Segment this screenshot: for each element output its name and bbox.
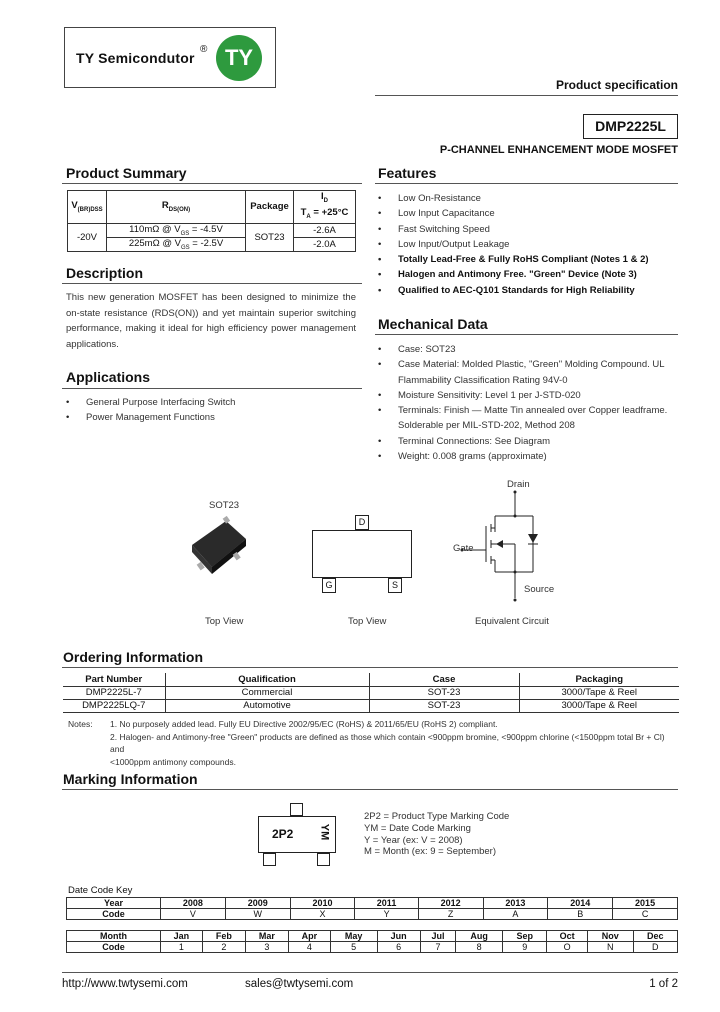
notes-list: [110, 718, 680, 768]
list-item: • Totally Lead-Free & Fully RoHS Compliant (Notes 1 & 2): [376, 252, 678, 267]
applications-list: [64, 395, 354, 426]
list-item: • Moisture Sensitivity: Level 1 per J-STD-020: [376, 388, 678, 403]
package-header: Package: [246, 191, 294, 224]
table-cell: DMP2225L-7: [63, 686, 165, 699]
list-item: • Low On-Resistance: [376, 191, 678, 206]
marking-pin-left: [263, 853, 276, 866]
code-label: Code: [67, 909, 161, 920]
year-code-cell: W: [225, 909, 290, 920]
year-code-table: [66, 897, 678, 920]
year-cell: 2013: [483, 898, 548, 909]
code-label: Code: [67, 942, 161, 953]
mechanical-title: Mechanical Data: [378, 316, 488, 332]
section-divider: [62, 667, 678, 668]
rds-header: $R_{DS(ON)}$: [107, 191, 246, 224]
features-list: [376, 191, 678, 298]
year-code-cell: Y: [355, 909, 418, 920]
footer-email[interactable]: sales@twtysemi.com: [245, 978, 354, 990]
month-code-cell: 8: [456, 942, 503, 953]
list-item: • Power Management Functions: [64, 410, 354, 425]
year-cell: 2010: [290, 898, 355, 909]
month-cell: Nov: [587, 931, 633, 942]
list-item: • Fast Switching Speed: [376, 222, 678, 237]
marking-pin-right: [317, 853, 330, 866]
month-cell: Jul: [420, 931, 455, 942]
company-logo: TY: [216, 35, 262, 81]
section-divider: [375, 334, 678, 335]
rds-value-1: 110mΩ @ $V_{GS} = -4.5V$: [107, 223, 246, 237]
list-item: • General Purpose Interfacing Switch: [64, 395, 354, 410]
source-label: Source: [524, 584, 555, 595]
year-code-cell: C: [613, 909, 678, 920]
ordering-table: [63, 673, 679, 713]
year-cell: 2014: [548, 898, 613, 909]
year-cell: 2012: [418, 898, 483, 909]
month-code-cell: 7: [420, 942, 455, 953]
table-header: Case: [369, 673, 519, 686]
company-name: TY Semicondutor: [76, 50, 195, 66]
drain-label: Drain: [507, 479, 530, 490]
legend-line: Y = Year (ex: V = 2008): [364, 834, 463, 846]
table-cell: SOT-23: [369, 699, 519, 712]
description-title: Description: [66, 265, 144, 281]
page-number: 1 of 2: [649, 978, 678, 990]
table-row: [63, 699, 679, 712]
section-divider: [62, 183, 362, 184]
id-value-2: -2.0A: [294, 237, 356, 251]
registered-mark: ®: [200, 44, 208, 55]
month-cell: Dec: [633, 931, 677, 942]
footer-url[interactable]: http://www.twtysemi.com: [62, 978, 188, 990]
year-cell: 2009: [225, 898, 290, 909]
month-code-cell: 3: [245, 942, 288, 953]
year-cell: 2011: [355, 898, 418, 909]
table-cell: 3000/Tape & Reel: [519, 686, 679, 699]
month-cell: Mar: [245, 931, 288, 942]
month-code-cell: 9: [503, 942, 547, 953]
month-code-cell: 5: [330, 942, 377, 953]
list-item: • Halogen and Antimony Free. "Green" Device (Note 3): [376, 267, 678, 282]
month-code-table: [66, 930, 678, 953]
legend-line: M = Month (ex: 9 = September): [364, 846, 497, 858]
list-item: • Case Material: Molded Plastic, "Green" Molding Compound. UL Flammability Classification Rating 94V-0: [376, 357, 678, 388]
footer-divider: [62, 972, 678, 973]
note-item: 2. Halogen- and Antimony-free "Green" products are defined as those which contain <900ppm bromine, <900ppm chlorine (<1500ppm total Br + Cl) and: [110, 731, 665, 754]
legend-line: 2P2 = Product Type Marking Code: [364, 811, 510, 822]
year-code-cell: Z: [418, 909, 483, 920]
month-code-cell: D: [633, 942, 677, 953]
mechanical-list: [376, 342, 678, 464]
package-outline: [312, 530, 412, 578]
month-cell: Feb: [202, 931, 245, 942]
pin-g: G: [322, 578, 336, 593]
top-view-caption-2: Top View: [348, 616, 387, 627]
table-cell: Commercial: [165, 686, 369, 699]
marking-legend: [364, 811, 509, 858]
list-item: • Low Input/Output Leakage: [376, 237, 678, 252]
pin-s: S: [388, 578, 402, 593]
note-item: 1. No purposely added lead. Fully EU Directive 2002/95/EC (RoHS) & 2011/65/EU (RoHS 2) compliant.: [110, 719, 498, 729]
package-label: SOT23: [209, 500, 240, 511]
id-header: $I_D$ $T_A = +25^\circ C$: [294, 191, 356, 224]
description-text: This new generation MOSFET has been designed to minimize the on-state resistance (RDS(ON)) and yet maintain superior switching performance, making it ideal for high efficiency power management applications.: [66, 292, 356, 350]
section-divider: [62, 789, 678, 790]
table-cell: DMP2225LQ-7: [63, 699, 165, 712]
marking-title: Marking Information: [63, 771, 198, 787]
sot23-package-image: [180, 515, 265, 585]
list-item: • Weight: 0.008 grams (approximate): [376, 449, 678, 464]
date-code-key-title: Date Code Key: [68, 885, 133, 896]
vbr-value: -20V: [68, 223, 107, 251]
month-cell: Oct: [547, 931, 588, 942]
table-header: Part Number: [63, 673, 165, 686]
table-cell: Automotive: [165, 699, 369, 712]
table-cell: SOT-23: [369, 686, 519, 699]
rds-value-2: 225mΩ @ $V_{GS} = -2.5V$: [107, 237, 246, 251]
equivalent-circuit-caption: Equivalent Circuit: [475, 616, 549, 627]
applications-title: Applications: [66, 369, 151, 385]
month-code-cell: 1: [161, 942, 203, 953]
year-code-cell: A: [483, 909, 548, 920]
marking-ym: YM: [318, 823, 331, 841]
month-cell: Aug: [456, 931, 503, 942]
month-code-cell: N: [587, 942, 633, 953]
doc-type: Product specification: [555, 78, 678, 92]
section-divider: [375, 183, 678, 184]
legend-line: YM = Date Code Marking: [364, 822, 471, 834]
product-summary-table: [67, 190, 356, 252]
year-cell: 2015: [613, 898, 678, 909]
list-item: • Terminal Connections: See Diagram: [376, 434, 678, 449]
part-number: DMP2225L: [583, 114, 678, 139]
table-header: Packaging: [519, 673, 679, 686]
list-item: • Qualified to AEC-Q101 Standards for High Reliability: [376, 283, 678, 298]
month-code-cell: 4: [288, 942, 330, 953]
year-label: Year: [67, 898, 161, 909]
pin-d: D: [355, 515, 369, 530]
month-code-cell: 2: [202, 942, 245, 953]
section-divider: [62, 283, 362, 284]
product-summary-title: Product Summary: [66, 165, 187, 181]
table-cell: 3000/Tape & Reel: [519, 699, 679, 712]
marking-pin-top: [290, 803, 303, 816]
year-code-cell: V: [161, 909, 226, 920]
month-cell: Apr: [288, 931, 330, 942]
id-value-1: -2.6A: [294, 223, 356, 237]
marking-code: 2P2: [272, 827, 294, 841]
header-divider: [375, 95, 678, 96]
features-title: Features: [378, 165, 437, 181]
list-item: • Terminals: Finish — Matte Tin annealed over Copper leadframe. Solderable per MIL-STD-202, Method 208: [376, 403, 678, 434]
section-divider: [62, 388, 362, 389]
year-code-cell: B: [548, 909, 613, 920]
notes-label: Notes:: [68, 719, 93, 729]
month-code-cell: O: [547, 942, 588, 953]
top-view-caption-1: Top View: [205, 616, 244, 627]
vbr-header: $V_{(BR)DSS}$: [68, 191, 107, 224]
year-cell: 2008: [161, 898, 226, 909]
month-cell: Jan: [161, 931, 203, 942]
year-code-cell: X: [290, 909, 355, 920]
month-code-cell: 6: [377, 942, 420, 953]
table-header: Qualification: [165, 673, 369, 686]
package-value: SOT23: [246, 223, 294, 251]
list-item: • Case: SOT23: [376, 342, 678, 357]
list-item: • Low Input Capacitance: [376, 206, 678, 221]
note-item: <1000ppm antimony compounds.: [110, 756, 236, 767]
month-cell: Jun: [377, 931, 420, 942]
month-label: Month: [67, 931, 161, 942]
month-cell: May: [330, 931, 377, 942]
month-cell: Sep: [503, 931, 547, 942]
ordering-title: Ordering Information: [63, 649, 203, 665]
device-subtitle: P-CHANNEL ENHANCEMENT MODE MOSFET: [439, 144, 678, 156]
table-row: [63, 686, 679, 699]
gate-label: Gate: [453, 543, 474, 554]
